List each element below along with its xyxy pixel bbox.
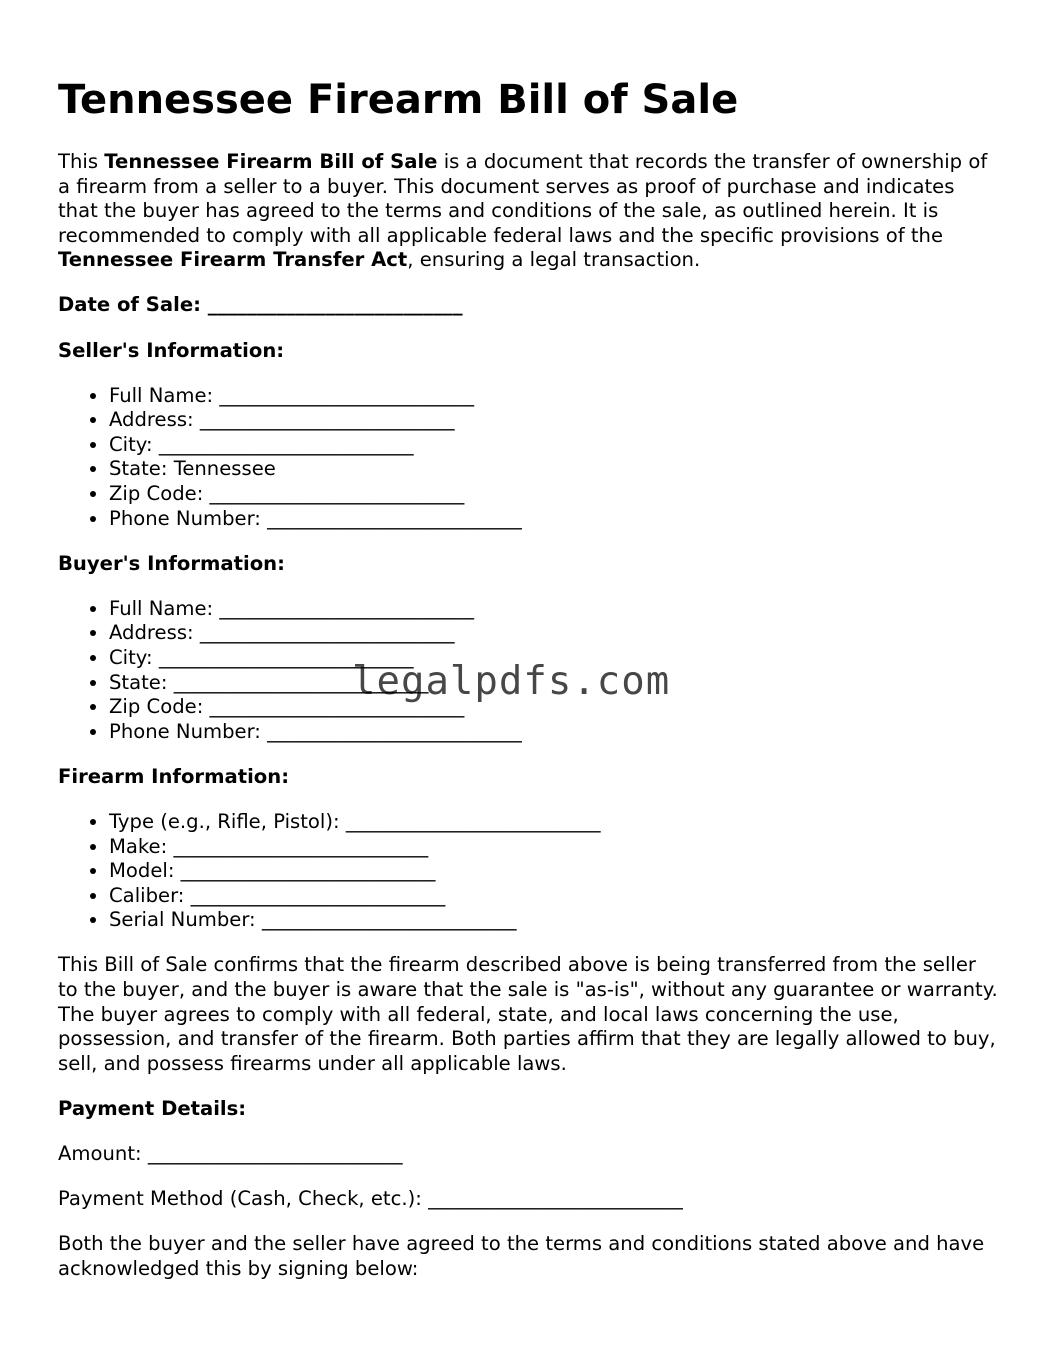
date-of-sale-blank[interactable]: __________________________ xyxy=(200,293,463,317)
seller-field-full-name xyxy=(109,384,998,409)
field-label: Address: xyxy=(109,408,194,432)
intro-text-2: is a document that records the transfer of ownership of a firearm from a seller to a buyer. This document serves as proof of purchase and indicates that the buyer has agreed to the terms and conditions of the sale, as outlined herein. It is recommended to comply with all applicable federal laws and the specific provisions of the xyxy=(58,150,988,247)
seller-fields-list xyxy=(58,384,998,532)
seller-field-phone xyxy=(109,507,998,532)
field-label: State: xyxy=(109,670,168,694)
field-label: City: xyxy=(109,646,153,669)
date-of-sale-label: Date of Sale: xyxy=(58,293,201,317)
buyer-fields-list xyxy=(58,597,998,745)
intro-text-1: This xyxy=(58,150,105,173)
field-blank[interactable]: __________________________ xyxy=(167,670,429,694)
buyer-field-city xyxy=(109,646,998,671)
intro-text-3: , ensuring a legal transaction. xyxy=(407,248,701,272)
firearm-field-caliber xyxy=(109,884,998,909)
seller-field-zip xyxy=(109,482,998,507)
field-label: Full Name: xyxy=(109,596,214,620)
field-label: Address: xyxy=(109,621,194,645)
seller-field-address xyxy=(109,408,998,433)
payment-heading: Payment Details: xyxy=(58,1096,247,1120)
buyer-field-zip xyxy=(109,695,998,720)
field-blank[interactable]: __________________________ xyxy=(167,834,429,858)
field-blank[interactable]: __________________________ xyxy=(213,596,475,620)
document-page xyxy=(58,74,998,1302)
buyer-heading: Buyer's Information: xyxy=(58,551,285,575)
field-blank[interactable]: __________________________ xyxy=(174,859,436,883)
firearm-fields-list xyxy=(58,810,998,933)
field-blank[interactable]: __________________________ xyxy=(152,432,414,456)
buyer-field-phone xyxy=(109,720,998,745)
firearm-field-type xyxy=(109,810,998,835)
field-label: City: xyxy=(109,432,153,456)
field-blank[interactable]: __________________________ xyxy=(255,908,517,932)
field-blank[interactable]: __________________________ xyxy=(203,695,465,719)
buyer-field-state xyxy=(109,671,998,696)
field-blank[interactable]: __________________________ xyxy=(152,646,414,669)
field-value: Tennessee xyxy=(167,457,276,481)
field-label: Caliber: xyxy=(109,883,185,907)
watermark-text: legalpdfs.com xyxy=(352,659,671,704)
buyer-field-address xyxy=(109,621,998,646)
field-blank[interactable]: __________________________ xyxy=(203,482,465,506)
payment-amount-label: Amount: xyxy=(58,1142,142,1165)
buyer-field-full-name xyxy=(109,597,998,622)
date-of-sale-line xyxy=(58,293,998,318)
field-label: Serial Number: xyxy=(109,908,256,932)
intro-bold-doc-name: Tennessee Firearm Bill of Sale xyxy=(104,150,438,173)
field-blank[interactable]: __________________________ xyxy=(193,408,455,432)
field-label: Phone Number: xyxy=(109,719,261,743)
field-label: Model: xyxy=(109,859,175,883)
field-blank[interactable]: __________________________ xyxy=(260,506,522,530)
field-blank[interactable]: __________________________ xyxy=(260,719,522,743)
payment-method-label: Payment Method (Cash, Check, etc.): xyxy=(58,1187,422,1211)
field-label: State: xyxy=(109,457,168,481)
document-title: Tennessee Firearm Bill of Sale xyxy=(58,77,739,123)
seller-heading: Seller's Information: xyxy=(58,338,285,362)
payment-amount-blank[interactable]: __________________________ xyxy=(141,1142,403,1165)
field-label: Phone Number: xyxy=(109,506,261,530)
field-blank[interactable]: __________________________ xyxy=(339,809,601,833)
seller-field-city xyxy=(109,433,998,458)
confirmation-paragraph: This Bill of Sale confirms that the firearm described above is being transferred from the seller to the buyer, and the buyer is aware that the sale is "as-is", without any guarantee or warranty. The buyer agrees to comply with all federal, state, and local laws concerning the use, possession, and transfer of the firearm. Both parties affirm that they are legally allowed to buy, sell, and possess firearms under all applicable laws. xyxy=(58,953,998,1075)
field-blank[interactable]: __________________________ xyxy=(193,621,455,645)
firearm-field-make xyxy=(109,835,998,860)
field-label: Full Name: xyxy=(109,383,214,407)
field-label: Zip Code: xyxy=(109,695,204,719)
field-blank[interactable]: __________________________ xyxy=(184,883,446,907)
intro-bold-act-name: Tennessee Firearm Transfer Act xyxy=(58,248,408,272)
intro-paragraph xyxy=(58,150,998,273)
payment-amount-line xyxy=(58,1142,998,1167)
field-label: Zip Code: xyxy=(109,482,204,506)
firearm-field-serial xyxy=(109,908,998,933)
payment-method-line xyxy=(58,1187,998,1212)
field-label: Type (e.g., Rifle, Pistol): xyxy=(109,809,340,833)
closing-paragraph: Both the buyer and the seller have agreed to the terms and conditions stated above and have acknowledged this by signing below: xyxy=(58,1232,985,1280)
field-blank[interactable]: __________________________ xyxy=(213,383,475,407)
field-label: Make: xyxy=(109,834,168,858)
payment-method-blank[interactable]: __________________________ xyxy=(421,1187,683,1211)
seller-field-state xyxy=(109,457,998,482)
firearm-field-model xyxy=(109,859,998,884)
firearm-heading: Firearm Information: xyxy=(58,764,290,788)
